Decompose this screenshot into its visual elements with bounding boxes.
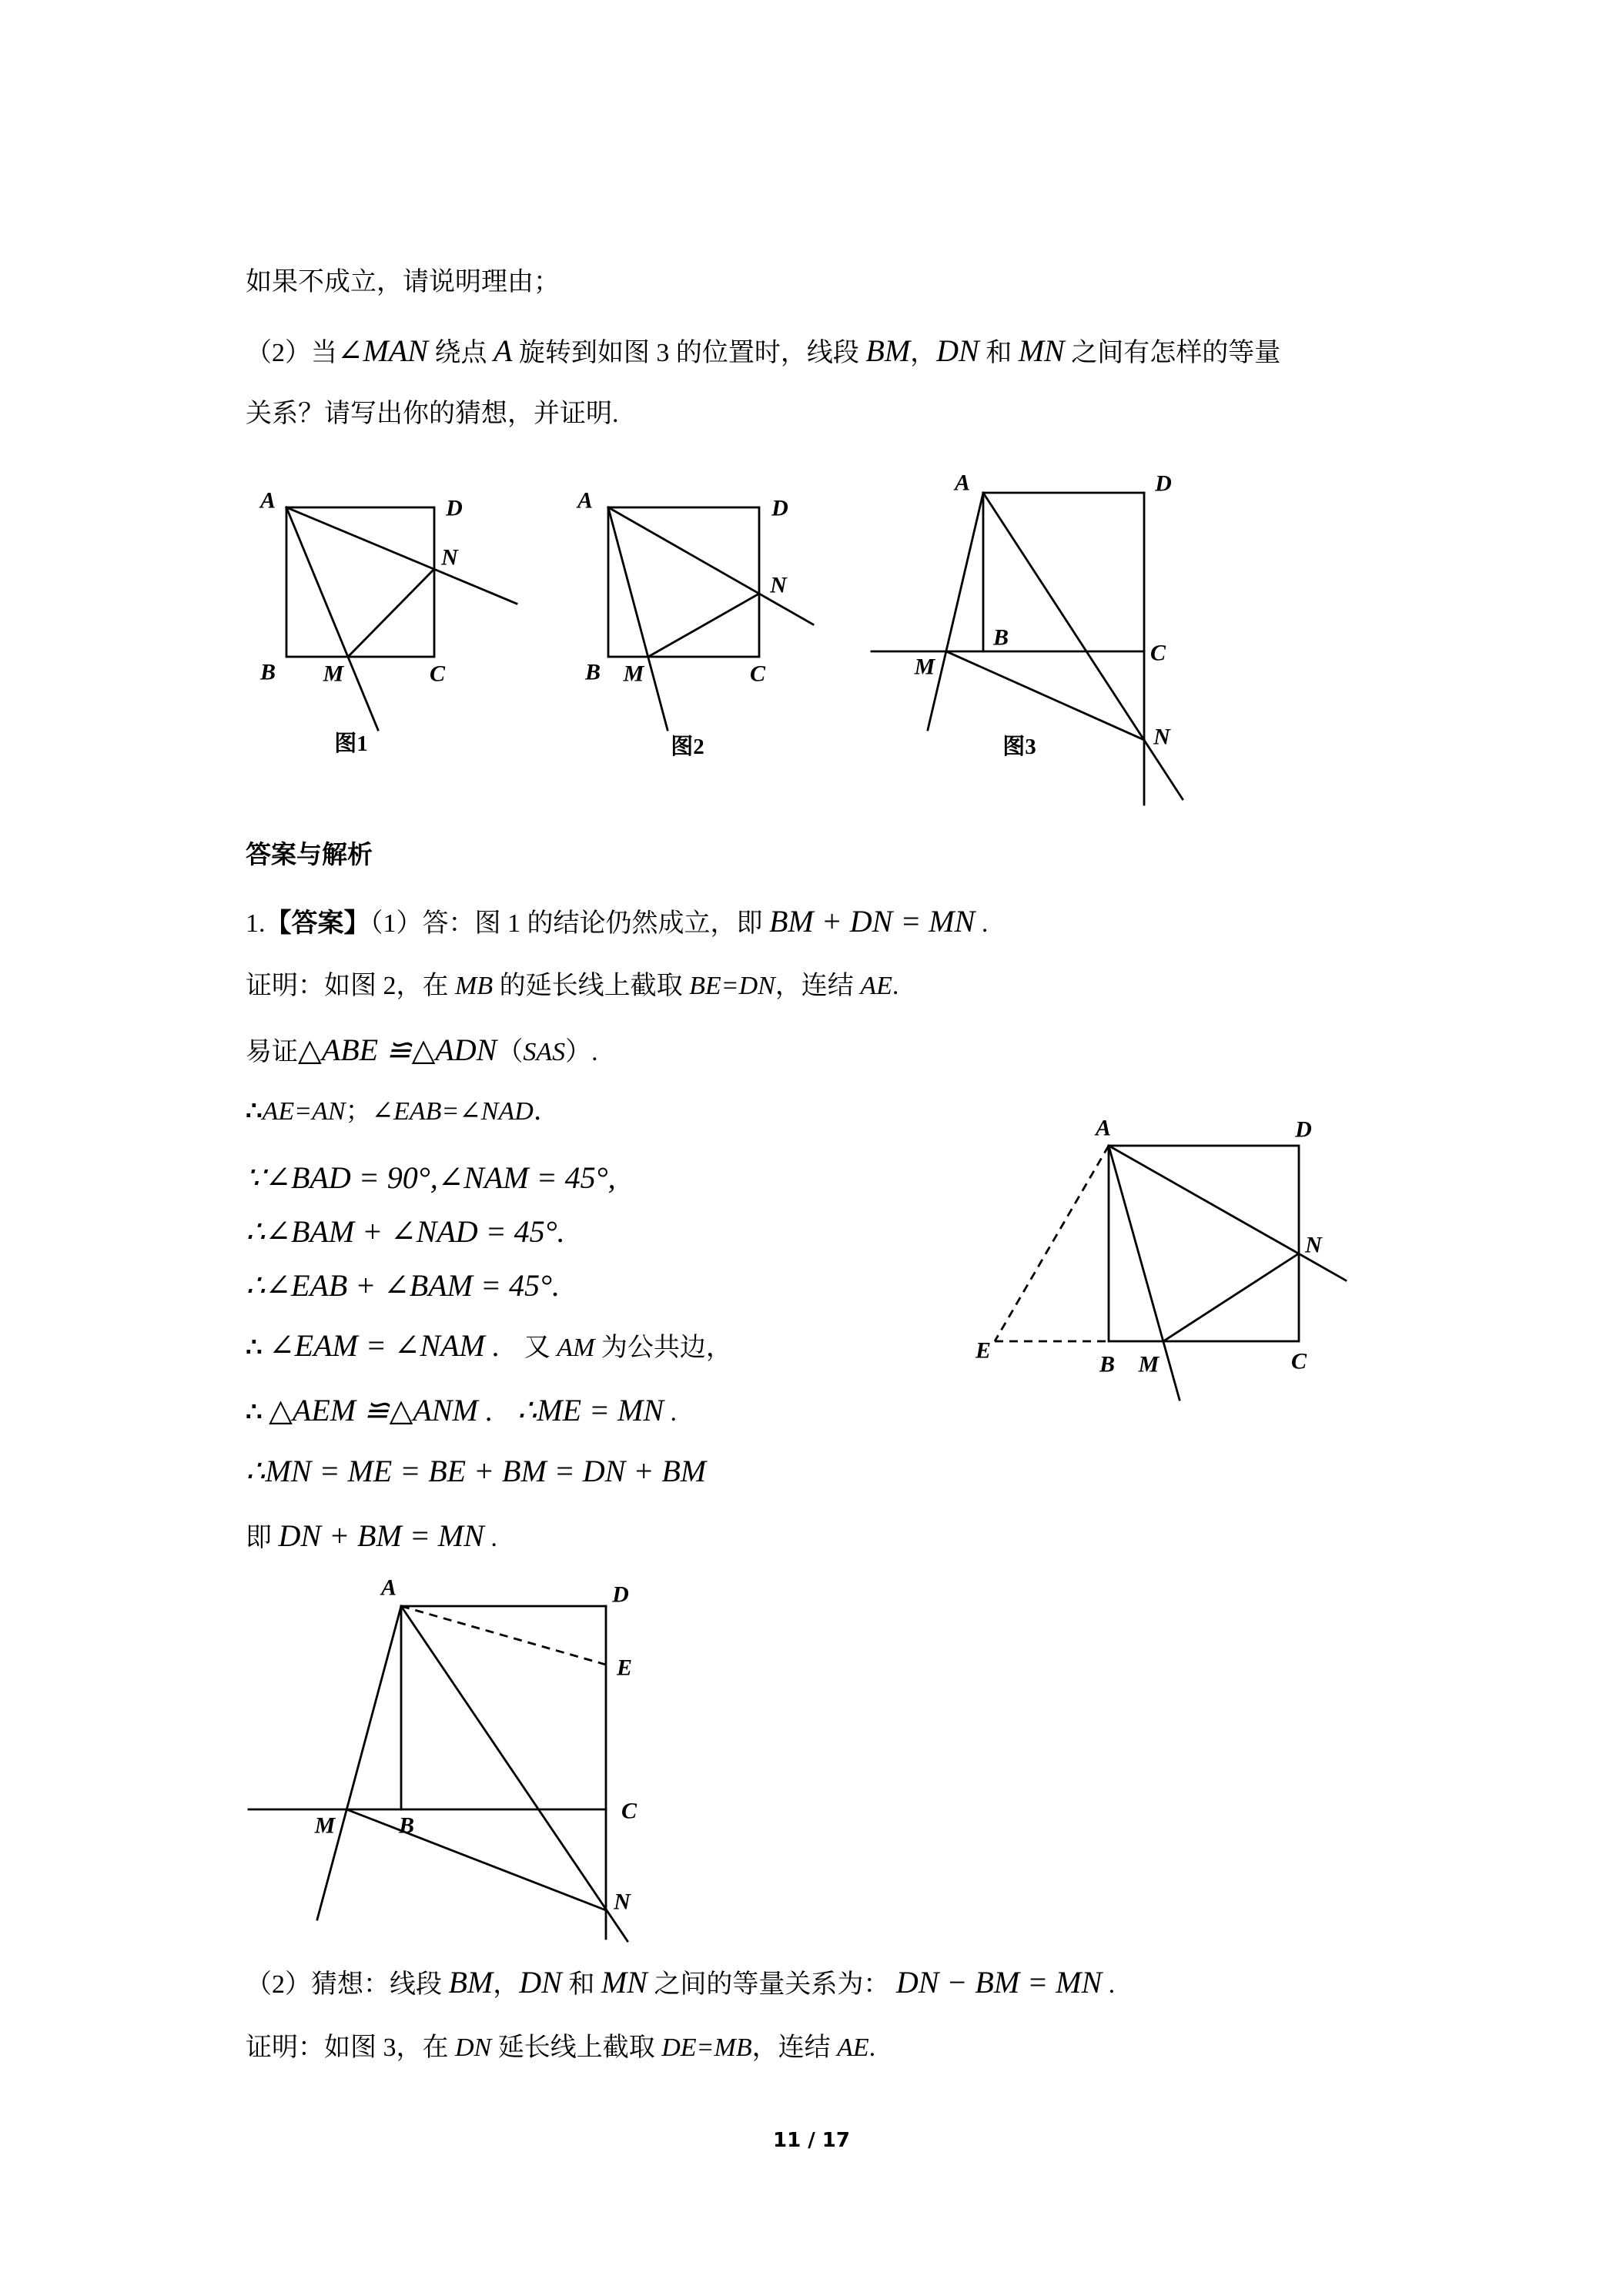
math-run: MB [455,972,494,1000]
math-run: ∴ME = MN [517,1393,664,1427]
text-run: （1）答：图 1 的结论仍然成立，即 [370,909,769,938]
math-run: DN + BM = MN [278,1518,484,1553]
math-run: BE=DN [689,972,775,1000]
text-run: . [664,1398,678,1427]
therefore-symbol: ∴ [246,1334,269,1362]
math-run: AM [557,1334,595,1362]
math-run: MN [601,1965,648,2000]
text-run: ）. [565,1038,598,1066]
math-run: A [493,333,513,368]
fig3-label-d: D [1155,470,1172,497]
fig2-label-a: A [577,487,594,514]
text-run: ． 又 [484,1334,557,1362]
text-run: 为公共边， [594,1334,732,1362]
answer-line-9 [246,1389,677,1434]
answer-line-2 [246,965,899,1008]
text-run: ， [910,339,937,367]
fig1-square-abcd [286,507,434,657]
fig2-ray-an [608,507,813,624]
text-run: 之间有怎样的等量 [1064,339,1281,367]
therefore-symbol: ∴ [246,1097,263,1126]
math-run: AE [860,972,892,1000]
figure-2 [576,488,813,760]
text-run: . [975,909,989,938]
text-run: 之间的等量关系为： [647,1970,896,1999]
fige-label-c: C [1290,1348,1307,1374]
fig1-segment-mn [348,569,434,657]
page-number: 11 / 17 [773,2129,850,2152]
fig2-label-d: D [771,495,788,521]
answer-line-7: ∴∠EAB + ∠BAM = 45°. [246,1268,560,1303]
math-run: ∠EAM = ∠NAM [269,1328,485,1363]
math-run: BM [448,1965,494,2000]
item-number: 1. [246,909,266,938]
math-run: MN [1018,333,1065,368]
figl-label-b: B [398,1812,415,1839]
fige-label-d: D [1295,1116,1312,1143]
text-run: 和 [561,1970,601,1999]
fige-ray-an [1109,1146,1346,1280]
fig1-label-d: D [446,495,463,521]
figl-dashed-ae [401,1606,606,1665]
fig3-label-a: A [954,470,971,496]
fig2-caption: 图2 [671,735,704,759]
answer-line-13 [246,2027,875,2070]
answer-tag: 【答案】 [265,909,370,938]
fig1-label-n: N [441,544,458,571]
figl-label-m: M [314,1812,336,1839]
text-run: 绕点 [427,339,494,367]
math-run: AE=AN [262,1097,346,1126]
math-run: BM + DN = MN [769,904,975,939]
answer-line-10: ∴MN = ME = BE + BM = DN + BM [246,1454,707,1488]
math-run: DN [519,1965,562,2000]
figl-label-a: A [380,1575,397,1601]
fig2-segment-mn [648,594,759,657]
answer-line-3 [246,1029,598,1074]
question-line-1: 如果不成立，请说明理由； [246,268,560,296]
answer-line-4 [246,1090,560,1133]
math-run: DN [936,333,979,368]
text-run: 即 [246,1524,279,1552]
fig2-label-m: M [623,661,644,687]
math-run: DE=MB [661,2033,752,2062]
math-run: BM [865,333,911,368]
math-run: △ABE ≌△ADN [298,1033,497,1067]
math-run: ∠MAN [337,333,428,368]
fige-label-b: B [1099,1351,1116,1377]
figl-label-c: C [621,1798,637,1824]
fige-ray-am [1109,1146,1180,1400]
answer-line-6: ∴∠BAM + ∠NAD = 45°. [246,1214,565,1249]
figl-segment-mn [346,1809,606,1910]
text-run: ． [477,1398,517,1427]
figure-1 [259,488,517,757]
fig1-ray-am [286,507,378,730]
answer-heading: 答案与解析 [246,839,373,869]
fig3-label-m: M [914,654,935,680]
math-run: SAS [523,1038,566,1066]
fig1-ray-an [286,507,517,604]
text-run: 的延长线上截取 [493,972,690,1000]
fig3-label-n: N [1153,724,1170,750]
question-line-2 [246,330,1280,375]
text-run: . [868,2033,876,2062]
text-run: ， [493,1970,520,1999]
text-run: （2）当 [246,339,337,367]
text-run: 旋转到如图 3 的位置时，线段 [512,339,866,367]
answer-line-8 [246,1324,732,1370]
fige-dashed-ae [995,1146,1109,1341]
therefore-symbol: ∴ [246,1398,269,1427]
text-run: 延长线上截取 [491,2033,662,2062]
text-run: . [892,972,899,1000]
fig2-label-n: N [770,572,787,598]
fig1-label-a: A [259,487,276,514]
fig1-label-c: C [429,661,446,687]
figl-ray-am [317,1606,401,1919]
answer-line-11 [246,1514,497,1560]
text-run: 证明：如图 2，在 [246,972,455,1000]
fig3-caption: 图3 [1002,735,1036,759]
math-run: ∠EAB=∠NAD [371,1097,534,1126]
figure-proof-part2 [249,1575,637,1942]
fig3-ray-am [928,493,983,730]
math-run: △AEM ≌△ANM [269,1393,478,1427]
figure-proof-e [975,1116,1346,1401]
question-line-3: 关系？请写出你的猜想，并证明. [246,400,619,428]
text-run: 易证 [246,1038,298,1066]
fig3-label-b: B [992,624,1009,651]
figure-3 [872,470,1183,805]
figl-label-n: N [614,1889,631,1915]
fig2-label-c: C [749,661,766,687]
text-run: ； [345,1097,372,1126]
figl-label-e: E [616,1655,633,1681]
text-run: . [484,1524,497,1552]
fig1-caption: 图1 [334,731,368,756]
answer-line-1 [246,900,988,946]
fige-label-n: N [1305,1232,1322,1258]
figl-label-d: D [612,1581,629,1608]
text-run: （ [497,1038,524,1066]
text-run: 证明：如图 3，在 [246,2033,455,2062]
text-run: ． [533,1097,560,1126]
math-run: DN [455,2033,492,2062]
fig3-segment-mn [946,651,1144,740]
answer-line-12 [246,1961,1115,2006]
fig3-label-c: C [1149,640,1166,666]
text-run: ，连结 [775,972,861,1000]
fig2-ray-am [608,507,668,730]
fig1-label-m: M [323,661,344,687]
text-run: ，连结 [751,2033,838,2062]
fig2-square-abcd [608,507,759,657]
figl-ray-an [401,1606,627,1941]
fig3-ray-an [983,493,1183,799]
fige-label-e: E [975,1337,992,1364]
fige-segment-mn [1163,1253,1299,1341]
fig1-label-b: B [259,659,276,685]
fige-square-abcd [1109,1146,1299,1341]
fige-label-m: M [1138,1351,1160,1377]
answer-line-5: ∵∠BAD = 90°,∠NAM = 45°, [246,1160,616,1195]
fig2-label-b: B [584,659,601,685]
fige-label-a: A [1095,1115,1112,1141]
math-run: AE [837,2033,869,2062]
text-run: （2）猜想：线段 [246,1970,449,1999]
math-run: DN − BM = MN [895,1965,1103,2000]
text-run: 和 [979,339,1019,367]
text-run: . [1102,1970,1116,1999]
